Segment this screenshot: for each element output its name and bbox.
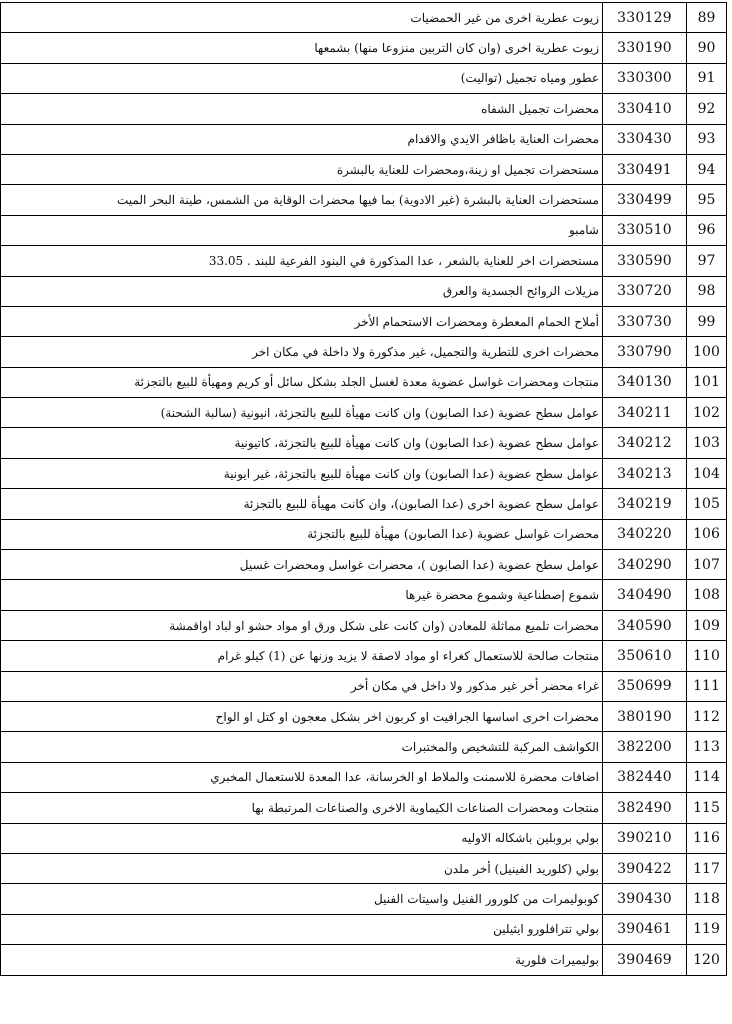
row-number: 95 (687, 185, 727, 215)
table-row (1, 306, 727, 336)
row-number: 115 (687, 793, 727, 823)
tariff-code: 330491 (603, 154, 687, 184)
row-number: 99 (687, 306, 727, 336)
table-row (1, 367, 727, 397)
tariff-table (0, 2, 727, 976)
row-number: 108 (687, 580, 727, 610)
row-number: 100 (687, 337, 727, 367)
table-row (1, 33, 727, 63)
tariff-code: 390461 (603, 914, 687, 944)
item-description: مستحضرات العناية بالبشرة (غير الادوية) بما فيها محضرات الوقاية من الشمس، طينة البحر الميت (1, 185, 603, 215)
item-description: منتجات ومحضرات الصناعات الكيماوية الاخرى والصناعات المرتبطة بها (1, 793, 603, 823)
row-number: 114 (687, 762, 727, 792)
table-row (1, 580, 727, 610)
tariff-code: 330499 (603, 185, 687, 215)
tariff-code: 380190 (603, 701, 687, 731)
item-description: منتجات صالحة للاستعمال كغراء او مواد لاصقة لا يزيد وزنها عن (1) كيلو غرام (1, 641, 603, 671)
row-number: 117 (687, 853, 727, 883)
tariff-code: 382490 (603, 793, 687, 823)
row-number: 116 (687, 823, 727, 853)
row-number: 118 (687, 884, 727, 914)
table-row (1, 154, 727, 184)
item-description: بوليميرات فلورية (1, 945, 603, 975)
item-description: عوامل سطح عضوية (عدا الصابون) وان كانت مهيأة للبيع بالتجزئة، كاتيونية (1, 428, 603, 458)
row-number: 102 (687, 398, 727, 428)
item-description: بولي بروبلين باشكاله الاوليه (1, 823, 603, 853)
table-row (1, 215, 727, 245)
table-row (1, 671, 727, 701)
row-number: 104 (687, 458, 727, 488)
table-row (1, 428, 727, 458)
table-row (1, 246, 727, 276)
item-description: اضافات محضرة للاسمنت والملاط او الخرسانة، عدا المعدة للاستعمال المخبري (1, 762, 603, 792)
item-description: محضرات تلميع مماثلة للمعادن (وان كانت على شكل ورق او مواد حشو او لباد اواقمشة (1, 610, 603, 640)
tariff-code: 330730 (603, 306, 687, 336)
row-number: 113 (687, 732, 727, 762)
tariff-code: 330720 (603, 276, 687, 306)
tariff-code: 330129 (603, 3, 687, 33)
item-description: عوامل سطح عضوية (عدا الصابون )، محضرات غواسل ومحضرات غسيل (1, 550, 603, 580)
tariff-code: 340490 (603, 580, 687, 610)
tariff-code: 390430 (603, 884, 687, 914)
row-number: 103 (687, 428, 727, 458)
row-number: 120 (687, 945, 727, 975)
item-description: عطور ومياه تجميل (تواليت) (1, 63, 603, 93)
item-description: محضرات اخرى للتطرية والتجميل، غير مذكورة ولا داخلة في مكان اخر (1, 337, 603, 367)
item-description: عوامل سطح عضوية اخرى (عدا الصابون)، وان كانت مهيأة للبيع بالتجزئة (1, 489, 603, 519)
table-row (1, 701, 727, 731)
row-number: 94 (687, 154, 727, 184)
item-description: مستحضرات اخر للعناية بالشعر ، عدا المذكورة في البنود الفرعية للبند . 33.05 (1, 246, 603, 276)
item-description: بولي (كلوريد الفينيل) أخر ملدن (1, 853, 603, 883)
row-number: 107 (687, 550, 727, 580)
table-row (1, 337, 727, 367)
tariff-code: 330190 (603, 33, 687, 63)
tariff-table-body (1, 3, 727, 976)
item-description: بولي تترافلورو ايثيلين (1, 914, 603, 944)
row-number: 93 (687, 124, 727, 154)
table-row (1, 185, 727, 215)
item-description: منتجات ومحضرات غواسل عضوية معدة لغسل الجلد بشكل سائل أو كريم ومهيأة للبيع بالتجزئة (1, 367, 603, 397)
tariff-code: 330510 (603, 215, 687, 245)
row-number: 109 (687, 610, 727, 640)
row-number: 98 (687, 276, 727, 306)
item-description: غراء محضر أخر غير مذكور ولا داخل في مكان أخر (1, 671, 603, 701)
item-description: شامبو (1, 215, 603, 245)
tariff-code: 340130 (603, 367, 687, 397)
tariff-code: 390210 (603, 823, 687, 853)
tariff-code: 340219 (603, 489, 687, 519)
table-row (1, 276, 727, 306)
tariff-code: 390469 (603, 945, 687, 975)
tariff-code: 340213 (603, 458, 687, 488)
tariff-code: 382200 (603, 732, 687, 762)
tariff-code: 330590 (603, 246, 687, 276)
table-row (1, 94, 727, 124)
row-number: 91 (687, 63, 727, 93)
table-row (1, 884, 727, 914)
item-description: زيوت عطرية اخرى من غير الحمضيات (1, 3, 603, 33)
item-description: محضرات العناية باظافر الايدي والاقدام (1, 124, 603, 154)
table-row (1, 550, 727, 580)
table-row (1, 793, 727, 823)
tariff-code: 340290 (603, 550, 687, 580)
table-row (1, 519, 727, 549)
row-number: 105 (687, 489, 727, 519)
row-number: 111 (687, 671, 727, 701)
row-number: 96 (687, 215, 727, 245)
tariff-code: 350610 (603, 641, 687, 671)
row-number: 112 (687, 701, 727, 731)
item-description: محضرات تجميل الشفاه (1, 94, 603, 124)
tariff-code: 340220 (603, 519, 687, 549)
row-number: 119 (687, 914, 727, 944)
row-number: 92 (687, 94, 727, 124)
table-row (1, 762, 727, 792)
tariff-code: 340590 (603, 610, 687, 640)
tariff-code: 330430 (603, 124, 687, 154)
tariff-code: 340211 (603, 398, 687, 428)
table-row (1, 398, 727, 428)
row-number: 97 (687, 246, 727, 276)
tariff-code: 390422 (603, 853, 687, 883)
table-row (1, 914, 727, 944)
tariff-code: 340212 (603, 428, 687, 458)
item-description: شموع إصطناعية وشموع محضرة غيرها (1, 580, 603, 610)
row-number: 110 (687, 641, 727, 671)
tariff-code: 330790 (603, 337, 687, 367)
row-number: 89 (687, 3, 727, 33)
row-number: 106 (687, 519, 727, 549)
table-row (1, 945, 727, 975)
item-description: مزيلات الروائح الجسدية والعرق (1, 276, 603, 306)
table-row (1, 63, 727, 93)
table-row (1, 489, 727, 519)
tariff-code: 330300 (603, 63, 687, 93)
item-description: عوامل سطح عضوية (عدا الصابون) وان كانت مهيأة للبيع بالتجزئة، انيونية (سالبة الشحنة) (1, 398, 603, 428)
table-row (1, 641, 727, 671)
item-description: محضرات اخرى اساسها الجرافيت او كربون اخر بشكل معجون او كتل او الواح (1, 701, 603, 731)
item-description: محضرات غواسل عضوية (عدا الصابون) مهيأة للبيع بالتجزئة (1, 519, 603, 549)
row-number: 101 (687, 367, 727, 397)
table-row (1, 3, 727, 33)
table-row (1, 610, 727, 640)
item-description: كوبوليمرات من كلورور الفنيل واسيتات الفنيل (1, 884, 603, 914)
item-description: زيوت عطرية اخرى (وان كان التربين منزوعا منها) بشمعها (1, 33, 603, 63)
item-description: عوامل سطح عضوية (عدا الصابون) وان كانت مهيأة للبيع بالتجزئة، غير ايونية (1, 458, 603, 488)
table-row (1, 124, 727, 154)
item-description: الكواشف المركبة للتشخيص والمختبرات (1, 732, 603, 762)
table-row (1, 732, 727, 762)
tariff-code: 382440 (603, 762, 687, 792)
table-row (1, 823, 727, 853)
table-row (1, 458, 727, 488)
tariff-code: 350699 (603, 671, 687, 701)
item-description: مستحضرات تجميل او زينة،ومحضرات للعناية بالبشرة (1, 154, 603, 184)
item-description: أملاح الحمام المعطرة ومحضرات الاستحمام الأخر (1, 306, 603, 336)
tariff-code: 330410 (603, 94, 687, 124)
row-number: 90 (687, 33, 727, 63)
table-row (1, 853, 727, 883)
